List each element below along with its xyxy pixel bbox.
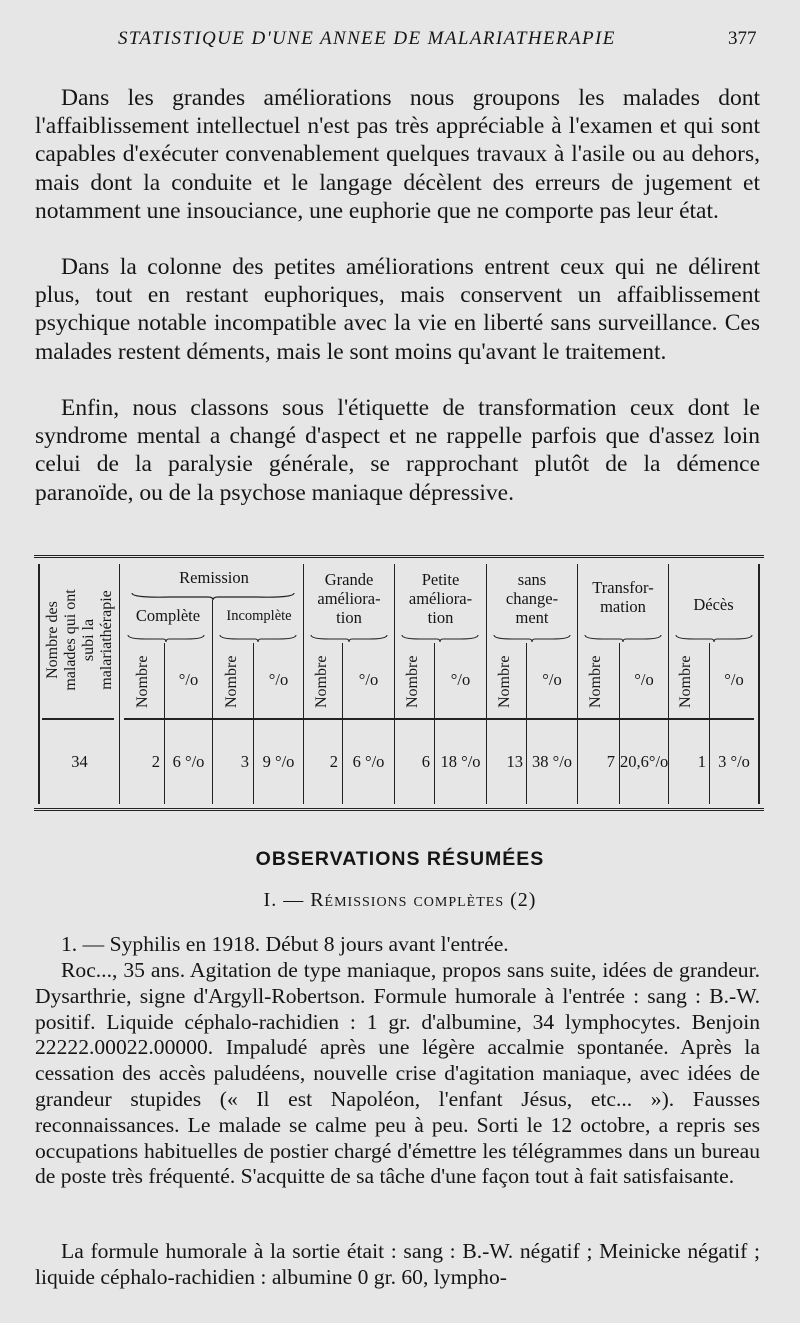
table-rule <box>42 718 114 720</box>
table-rule <box>212 600 213 804</box>
brace-petite <box>400 634 480 642</box>
header-grande-amelioration <box>304 570 394 627</box>
page-number: 377 <box>728 28 757 49</box>
paragraph-transformation: Enfin, nous classons sous l'étiquette de transformation ceux dont le syndrome mental a changé d'aspect et ne rappelle parfois que d'assez loin celui de la paralysie générale, se rapprochant plutôt de la démence paranoïde, ou de la psychose maniaque dépressive. <box>35 395 760 506</box>
statistics-table <box>34 555 764 811</box>
header-transfo-l2: mation <box>600 597 646 616</box>
header-grande-l2: améliora- <box>317 589 381 608</box>
table-rule <box>619 643 620 804</box>
subheader-pct: °/o <box>268 670 289 689</box>
header-nombre-malades: Nombre des malades qui ont subi la malariathérapie <box>44 589 115 691</box>
header-petite-l3: tion <box>427 608 454 627</box>
brace-grande <box>309 634 389 642</box>
cell-transfo-n: 7 <box>606 752 615 771</box>
brace-complete <box>126 634 206 642</box>
brace-remission <box>130 592 296 600</box>
subheader-nombre: Nombre <box>677 655 694 708</box>
cell-grande-n: 2 <box>329 752 338 771</box>
header-petite-l1: Petite <box>421 570 460 589</box>
header-petite-amelioration <box>395 570 486 627</box>
cell-complete-p: 6 °/o <box>172 752 205 771</box>
subheader-nombre: Nombre <box>223 655 240 708</box>
observation-formula: La formule humorale à la sortie était : sang : B.-W. négatif ; Meinicke négatif ; liquide céphalo-rachidien : albumine 0 gr. 60, lympho- <box>35 1239 760 1289</box>
header-sans-l2: change- <box>505 589 559 608</box>
cell-petite-p: 18 °/o <box>440 752 481 771</box>
cell-grande-p: 6 °/o <box>352 752 385 771</box>
subheader-nombre: Nombre <box>496 655 513 708</box>
cell-incomplete-n: 3 <box>240 752 249 771</box>
table-rule <box>164 643 165 804</box>
paragraph-grandes-ameliorations: Dans les grandes améliorations nous groupons les malades dont l'affaiblissement intellectuel n'est pas très appréciable à l'examen et qui sont capables d'exécuter convenablement quelques travaux à l'asile ou au dehors, mais dont la conduite et le langage décèlent des erreurs de jugement et notamment une insouciance, une euphorie que ne comporte pas leur état. <box>35 85 760 224</box>
cell-complete-n: 2 <box>151 752 160 771</box>
observation-heading: 1. — Syphilis en 1918. Début 8 jours avant l'entrée. <box>61 932 509 956</box>
table-rule <box>434 643 435 804</box>
brace-deces <box>674 634 754 642</box>
subheader-pct: °/o <box>542 670 562 689</box>
observation-text: Roc..., 35 ans. Agitation de type maniaque, propos sans suite, idées de grandeur. Dysarthrie, signe d'Argyll-Robertson. Formule humorale à l'entrée : sang : B.-W. positif. Liquide céphalo-rachidien : 1 gr. d'albumine, 34 lymphocytes. Benjoin 22222.00022.00000. Impaludé après une légère accalmie spontanée. Après la cessation des accès paludéens, nouvelle crise d'agitation maniaque, avec idées de grandeur stupides (« Il est Napoléon, l'enfant Jésus, etc... »). Fausses reconnaissances. Le malade se calme peu à peu. Sorti le 12 octobre, a repris ses occupations habituelles de postier chargé d'émettre les télégrammes dans un bureau de poste très fréquenté. S'acquitte de sa tâche d'une façon tout à fait satisfaisante. <box>35 958 760 1189</box>
header-incomplete: Incomplète <box>226 608 292 624</box>
subheader-nombre: Nombre <box>313 655 330 708</box>
brace-transfo <box>583 634 663 642</box>
header-complete: Complète <box>135 606 201 625</box>
cell-total: 34 <box>71 752 88 771</box>
header-grande-l1: Grande <box>324 570 374 589</box>
table-rule <box>526 643 527 804</box>
header-deces: Décès <box>693 595 734 614</box>
table-rule <box>124 718 754 720</box>
subheader-nombre: Nombre <box>404 655 421 708</box>
cell-deces-p: 3 °/o <box>718 752 750 771</box>
header-remission: Remission <box>179 568 249 587</box>
subheader-pct: °/o <box>724 670 744 689</box>
header-petite-l2: améliora- <box>408 589 473 608</box>
page-header <box>0 28 800 58</box>
cell-deces-n: 1 <box>697 752 706 771</box>
header-transfo-l1: Transfor- <box>592 578 654 597</box>
section-subtitle: I. — Rémissions complètes (2) <box>263 889 537 911</box>
subheader-nombre: Nombre <box>134 655 151 708</box>
table-rule <box>253 643 254 804</box>
subheader-pct: °/o <box>450 670 471 689</box>
subheader-nombre: Nombre <box>587 655 604 708</box>
table-rule <box>342 643 343 804</box>
header-sans-l3: ment <box>515 608 549 627</box>
header-transformation <box>578 578 668 616</box>
cell-sans-n: 13 <box>506 752 523 771</box>
subheader-pct: °/o <box>178 670 199 689</box>
section-title: OBSERVATIONS RÉSUMÉES <box>255 848 545 870</box>
brace-sans <box>492 634 572 642</box>
brace-incomplete <box>218 634 298 642</box>
paragraph-petites-ameliorations: Dans la colonne des petites améliorations entrent ceux qui ne délirent plus, tout en restant euphoriques, mais conservent un affaiblissement psychique notable incompatible avec la vie en liberté sans surveillance. Ces malades restent déments, mais le sont moins qu'avant le traitement. <box>35 254 760 365</box>
table-rule <box>709 643 710 804</box>
subheader-pct: °/o <box>634 670 654 689</box>
header-sans-changement <box>487 570 577 627</box>
table-rule <box>758 564 760 804</box>
cell-petite-n: 6 <box>421 752 430 771</box>
cell-transfo-p: 20,6°/o <box>620 752 669 771</box>
cell-incomplete-p: 9 °/o <box>262 752 295 771</box>
cell-sans-p: 38 °/o <box>531 752 573 771</box>
subheader-pct: °/o <box>358 670 379 689</box>
header-sans-l1: sans <box>517 570 547 589</box>
header-grande-l3: tion <box>336 608 362 627</box>
running-title: STATISTIQUE D'UNE ANNEE DE MALARIATHERAPIE <box>118 28 616 49</box>
